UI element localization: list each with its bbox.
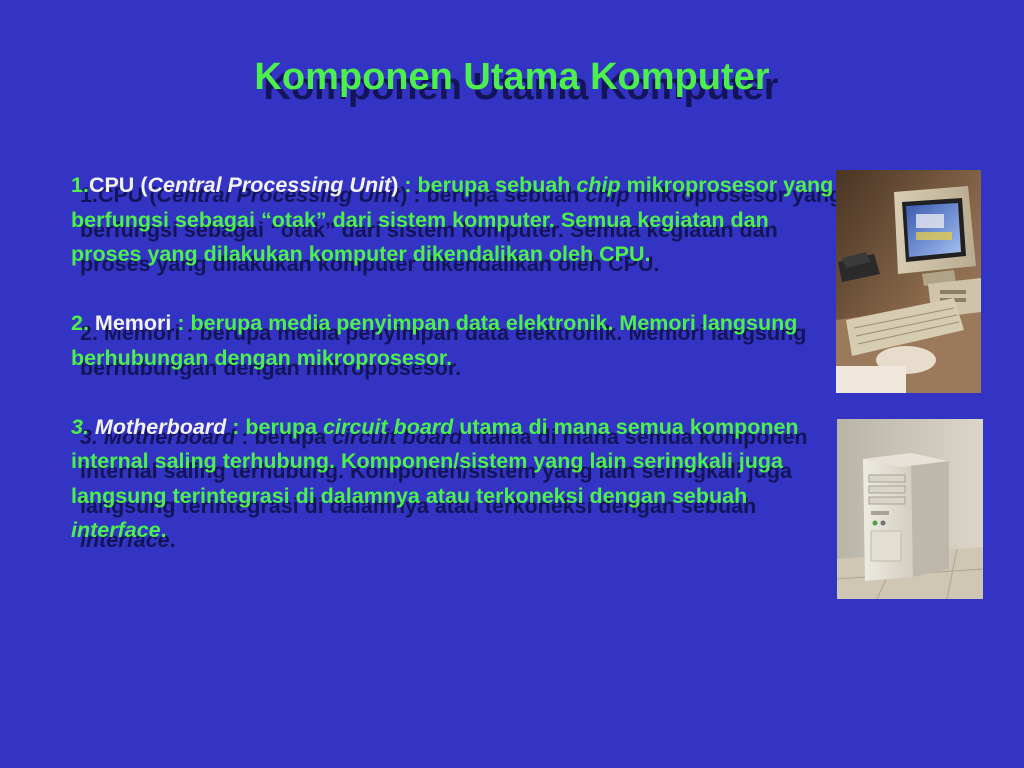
item-term: Motherboard — [88, 414, 227, 439]
item-desc-end: . — [160, 518, 167, 542]
item-term: CPU — [88, 173, 135, 197]
term-open-paren: ( — [134, 173, 148, 197]
item-desc: berupa — [245, 414, 324, 439]
term-expansion: Central Processing Unit — [147, 173, 392, 197]
desktop-computer-photo — [836, 170, 981, 393]
item-desc: berupa sebuah — [417, 173, 577, 197]
item-motherboard — [71, 410, 841, 548]
item-separator: : — [171, 311, 191, 335]
item-memori — [71, 306, 841, 375]
item-number: 1. — [71, 173, 89, 197]
item-desc-cont: utama di mana semua komponen internal saling terhubung. Komponen/sistem yang lain seringkali juga langsung terintegrasi di dalamnya atau terkoneksi dengan sebuah — [71, 414, 799, 508]
item-desc-cont: mikroprosesor yang berfungsi sebagai “otak” dari sistem komputer. Semua kegiatan dan proses yang dilakukan komputer dikendalikan oleh CPU. — [71, 173, 834, 266]
item-desc-italic-2: interface — [71, 518, 161, 542]
item-desc-italic: chip — [576, 173, 621, 197]
slide-body — [71, 168, 841, 548]
item-separator: : — [226, 414, 246, 439]
item-separator: : — [398, 173, 418, 197]
item-desc-italic: circuit board — [323, 414, 454, 439]
term-close-paren: ) — [391, 173, 399, 197]
item-term: Memori — [88, 311, 172, 335]
item-number: 2. — [71, 311, 89, 335]
item-desc: berupa media penyimpan data elektronik. Memori langsung berhubungan dengan mikroprosesor. — [71, 311, 798, 370]
item-number: 3. — [71, 414, 89, 439]
computer-case-photo — [837, 419, 983, 599]
item-cpu — [71, 168, 841, 272]
slide-title: Komponen Utama Komputer — [254, 56, 770, 98]
